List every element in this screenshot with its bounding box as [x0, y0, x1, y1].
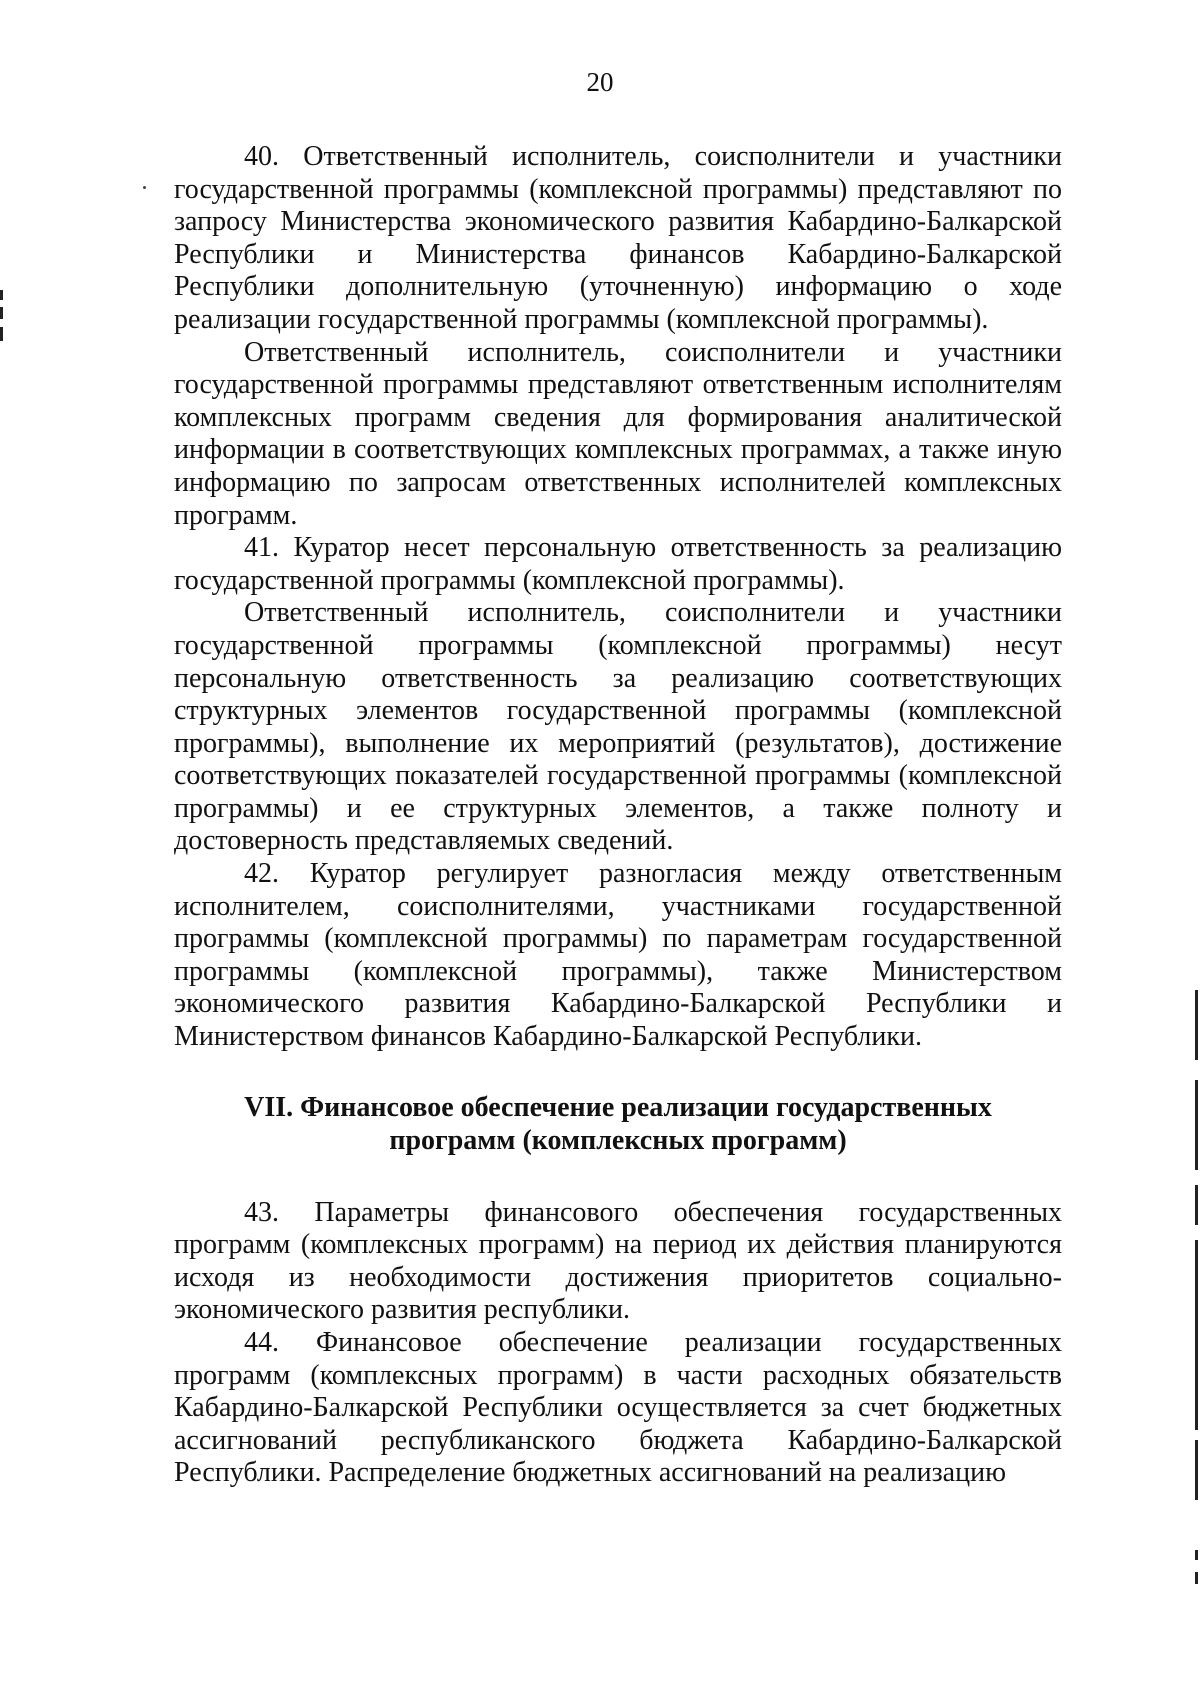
- scan-mark-right-5: [1195, 1440, 1198, 1500]
- paragraph-44: 44. Финансовое обеспечение реализации государственных программ (комплексных программ) в части расходных обязательств Кабардино-Балкарской Республики осуществляется за счет бюджетных ассигнований республиканского бюджета Кабардино-Балкарской Республики. Распределение бюджетных ассигнований на реализацию: [174, 1327, 1062, 1489]
- section-heading-vii: [174, 1091, 1062, 1157]
- scan-mark-left-3: [0, 327, 3, 341]
- document-body: [174, 141, 1062, 1490]
- scan-mark-right-3: [1195, 1185, 1198, 1225]
- scan-mark-right-4: [1195, 1240, 1198, 1430]
- scan-mark-right-7: [1195, 1572, 1198, 1584]
- page-number: 20: [586, 67, 614, 97]
- paragraph-40: 40. Ответственный исполнитель, соисполнители и участники государственной программы (комплексной программы) представляют по запросу Министерства экономического развития Кабардино-Балкарской Республики и Министерства финансов Кабардино-Балкарской Республики дополнительную (уточненную) информацию о ходе реализации государственной программы (комплексной программы).: [174, 141, 1062, 335]
- paragraph-43: 43. Параметры финансового обеспечения государственных программ (комплексных программ) на период их действия планируются исходя из необходимости достижения приоритетов социально-экономического развития республики.: [174, 1196, 1062, 1326]
- scan-mark-left-1: [0, 290, 3, 300]
- scan-mark-right-2: [1195, 1080, 1198, 1170]
- paragraph-41-continued: Ответственный исполнитель, соисполнители и участники государственной программы (комплексной программы) несут персональную ответственность за реализацию соответствующих структурных элементов государственной программы (комплексной программы), выполнение их мероприятий (результатов), достижение соответствующих показателей государственной программы (комплексной программы) и ее структурных элементов, а также полноту и достоверность представляемых сведений.: [174, 597, 1062, 857]
- scan-mark-right-1: [1195, 990, 1198, 1060]
- paragraph-41: 41. Куратор несет персональную ответственность за реализацию государственной программы (комплексной программы).: [174, 532, 1062, 596]
- paragraph-42: 42. Куратор регулирует разногласия между ответственным исполнителем, соисполнителями, участниками государственной программы (комплексной программы) по параметрам государственной программы (комплексной программы), также Министерством экономического развития Кабардино-Балкарской Республики и Министерством финансов Кабардино-Балкарской Республики.: [174, 858, 1062, 1053]
- paragraph-40-continued: Ответственный исполнитель, соисполнители и участники государственной программы представляют ответственным исполнителям комплексных программ сведения для формирования аналитической информации в соответствующих комплексных программах, а также иную информацию по запросам ответственных исполнителей комплексных программ.: [174, 336, 1062, 531]
- scan-speck-left: [143, 186, 146, 189]
- scan-mark-left-2: [0, 307, 3, 319]
- section-heading-line-1: VII. Финансовое обеспечение реализации государственных: [244, 1091, 992, 1123]
- scan-mark-right-6: [1195, 1550, 1198, 1560]
- section-heading-line-2: программ (комплексных программ): [389, 1124, 847, 1156]
